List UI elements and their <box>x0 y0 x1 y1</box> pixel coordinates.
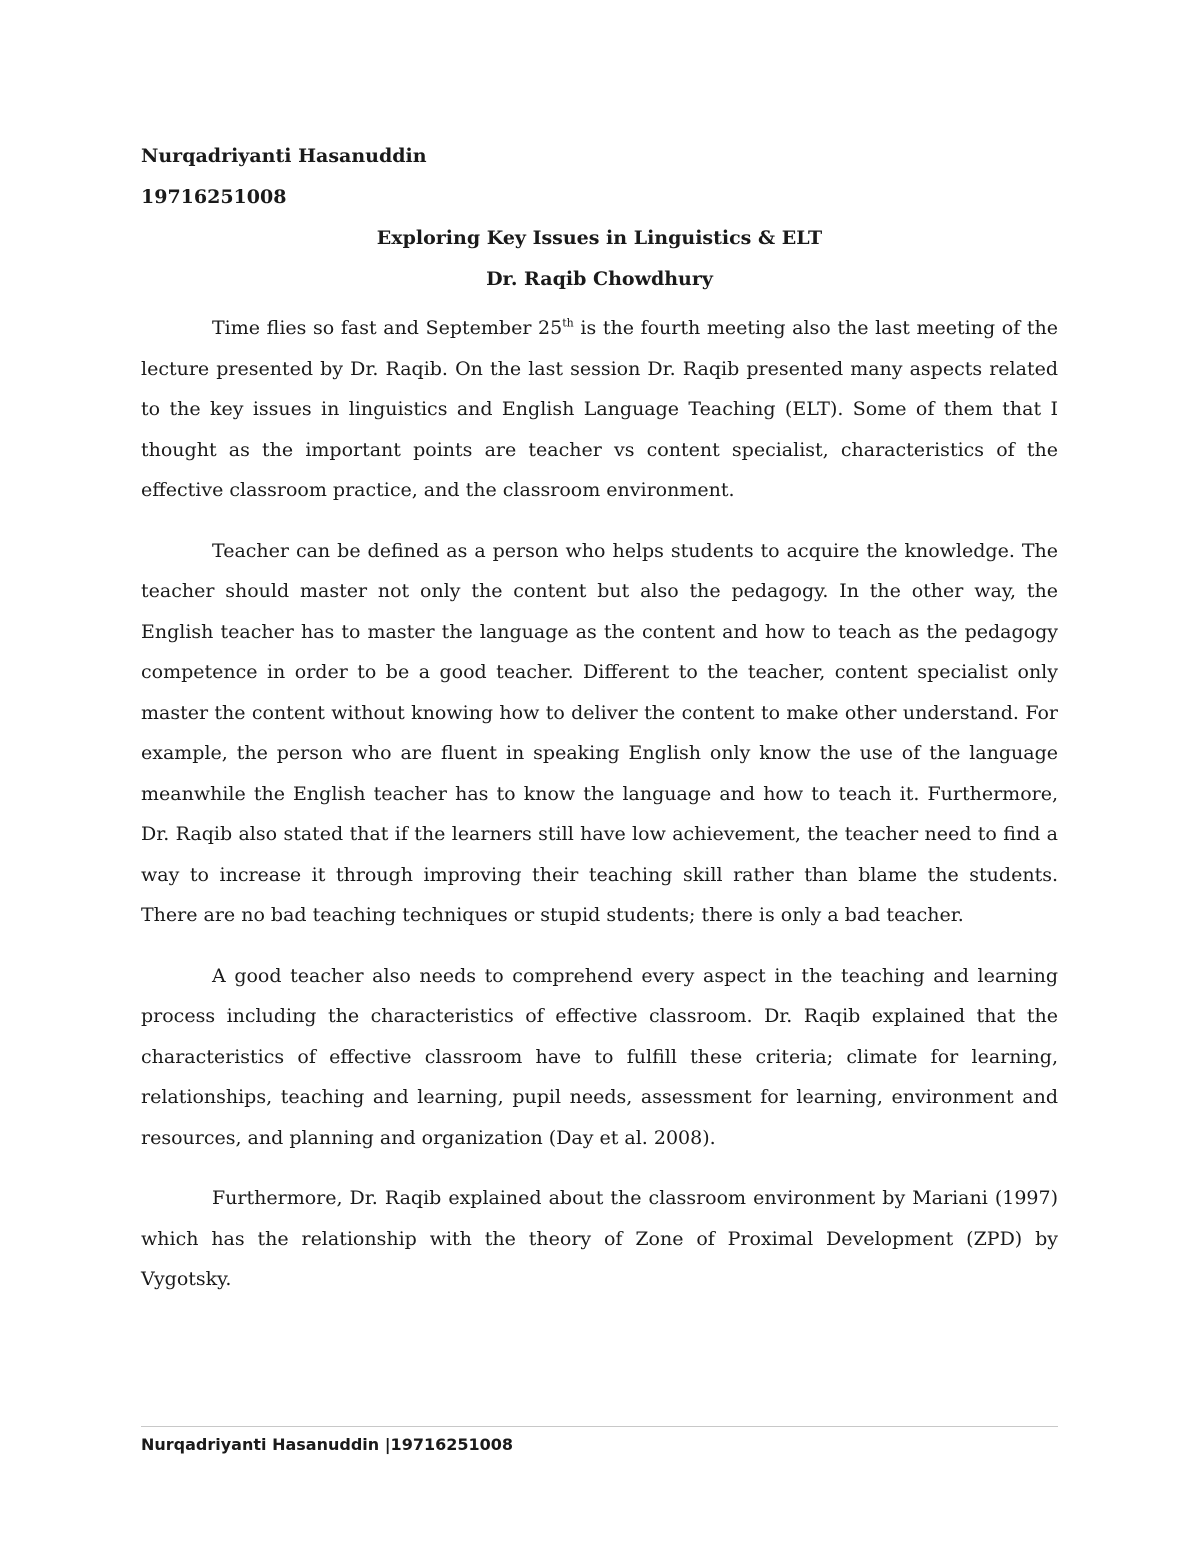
paragraph-1-start: Time flies so fast and September 25 <box>212 317 563 339</box>
paragraph-3: A good teacher also needs to comprehend every aspect in the teaching and learning process including the characteristics of effective classroom. Dr. Raqib explained that the characteristics of effective classroom have to fulfill these criteria; climate for learning, relationships, teaching and learning, pupil needs, assessment for learning, environment and resources, and planning and organization (Day et al. 2008). <box>141 964 1058 1149</box>
document-body <box>141 140 1058 1320</box>
ordinal-suffix: th <box>562 316 574 330</box>
paragraph-4: Furthermore, Dr. Raqib explained about the classroom environment by Mariani (1997) which has the relationship with the theory of Zone of Proximal Development (ZPD) by Vygotsky. <box>141 1187 1058 1290</box>
author-name: Nurqadriyanti Hasanuddin <box>141 145 427 167</box>
paragraph-1 <box>141 308 1058 511</box>
footer-divider <box>141 1426 1058 1427</box>
paragraph-1-rest: is the fourth meeting also the last meeting of the lecture presented by Dr. Raqib. On the last session Dr. Raqib presented many aspects related to the key issues in linguistics and English Language Teaching (ELT). Some of them that I thought as the important points are teacher vs content specialist, characteristics of the effective classroom practice, and the classroom environment. <box>141 317 1059 501</box>
document-title: Exploring Key Issues in Linguistics & ELT <box>376 227 823 249</box>
page-footer: Nurqadriyanti Hasanuddin |19716251008 <box>141 1435 514 1454</box>
student-id: 19716251008 <box>141 186 287 208</box>
lecturer-name: Dr. Raqib Chowdhury <box>486 268 713 290</box>
paragraph-2: Teacher can be defined as a person who helps students to acquire the knowledge. The teacher should master not only the content but also the pedagogy. In the other way, the English teacher has to master the language as the content and how to teach as the pedagogy competence in order to be a good teacher. Different to the teacher, content specialist only master the content without knowing how to deliver the content to make other understand. For example, the person who are fluent in speaking English only know the use of the language meanwhile the English teacher has to know the language and how to teach it. Furthermore, Dr. Raqib also stated that if the learners still have low achievement, the teacher need to find a way to increase it through improving their teaching skill rather than blame the students. There are no bad teaching techniques or stupid students; there is only a bad teacher. <box>141 539 1058 926</box>
